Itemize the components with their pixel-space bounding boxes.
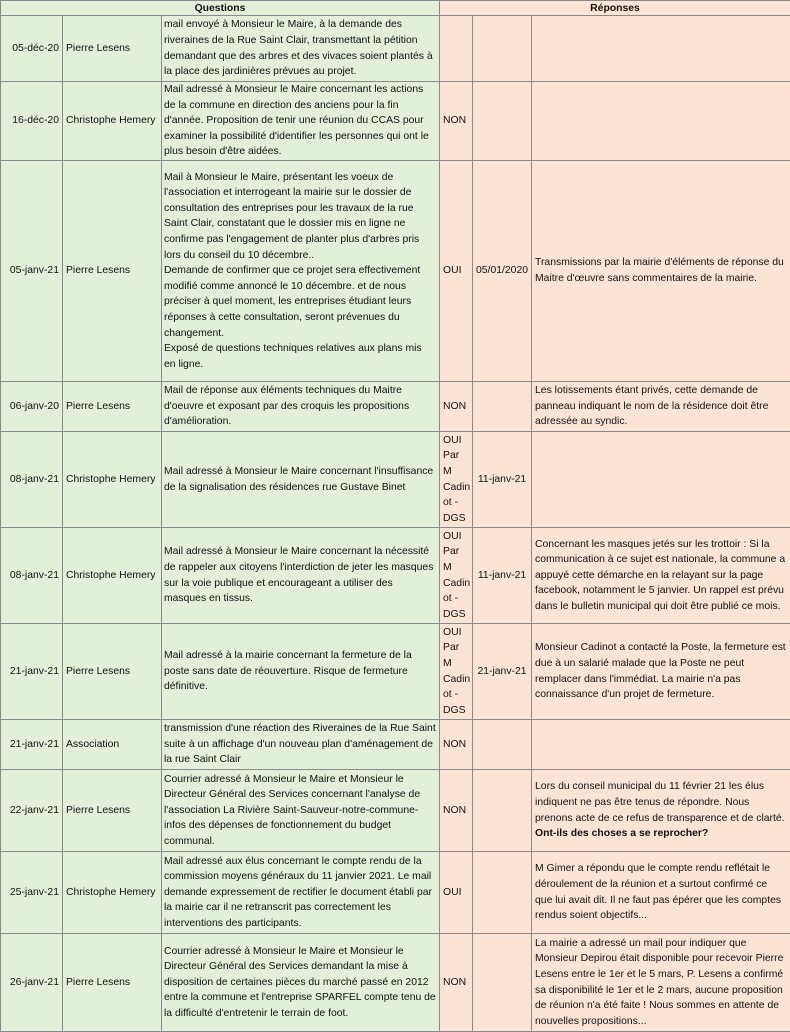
question-text: transmission d'une réaction des Riveraines de la Rue Saint suite à un affichage d'un nouveau plan d'aménagement de la rue Saint Clair [162, 720, 440, 770]
question-date: 26-janv-21 [1, 934, 63, 1032]
answer-text: Transmissions par la mairie d'éléments de réponse du Maitre d'œuvre sans commentaires de la mairie. [532, 161, 790, 382]
answer-text: M Gimer a répondu que le compte rendu reflétait le déroulement de la réunion et a surtout confirmé ce que lui avait dit. Il ne faut pas épérer que les comptes rendus soient objectifs... [532, 852, 790, 934]
reply-date [473, 770, 532, 852]
question-text: Mail adressé à Monsieur le Maire concernant la nécessité de rappeler aux citoyens l'interdiction de jeter les masques sur la voie publique et encourageant a utiliser des masques en tissus. [162, 528, 440, 624]
reply-date [473, 852, 532, 934]
reply-date: 11-janv-21 [473, 432, 532, 528]
table-header-row [1, 1, 790, 16]
table-row [1, 82, 790, 161]
question-date: 16-déc-20 [1, 82, 63, 161]
question-author: Pierre Lesens [63, 934, 162, 1032]
answer-text [532, 82, 790, 161]
table-row [1, 432, 790, 528]
question-author: Pierre Lesens [63, 770, 162, 852]
question-date: 21-janv-21 [1, 720, 63, 770]
answer-text [532, 432, 790, 528]
reply-date: 05/01/2020 [473, 161, 532, 382]
reply-status: NON [440, 934, 473, 1032]
reply-status: OUI Par M Cadin ot - DGS [440, 624, 473, 720]
reply-status: OUI [440, 852, 473, 934]
question-text: Courrier adressé à Monsieur le Maire et Monsieur le Directeur Général des Services concernant l'analyse de l'association La Rivière Saint-Sauveur-notre-commune-infos des dépenses de fonctionnement du budget communal. [162, 770, 440, 852]
reply-date [473, 720, 532, 770]
answer-text: La mairie a adressé un mail pour indiquer que Monsieur Depirou était disponible pour recevoir Pierre Lesens entre le 1er et le 5 mars, P. Lesens a confirmé sa disponibilité le 1er et le 2 mars, aucune proposition de réunion n'a été faite ! Nous sommes en attente de nouvelles propositions... [532, 934, 790, 1032]
reply-status: NON [440, 382, 473, 432]
question-author: Pierre Lesens [63, 16, 162, 82]
question-text: Courrier adressé à Monsieur le Maire et Monsieur le Directeur Général des Services demandant la mise à disposition de certaines pièces du marché passé en 2012 entre la commune et l'entreprise SPARFEL compte tenu de la difficulté d'entretenir le terrain de foot. [162, 934, 440, 1032]
reply-status [440, 16, 473, 82]
question-date: 05-janv-21 [1, 161, 63, 382]
reply-date [473, 934, 532, 1032]
table-row [1, 528, 790, 624]
reply-date [473, 382, 532, 432]
answer-text: Les lotissements étant privés, cette demande de panneau indiquant le nom de la résidence doit être adressée au syndic. [532, 382, 790, 432]
reply-status: NON [440, 720, 473, 770]
question-date: 08-janv-21 [1, 528, 63, 624]
question-author: Christophe Hemery [63, 432, 162, 528]
responses-header: Réponses [440, 1, 790, 16]
answer-text [532, 16, 790, 82]
question-date: 22-janv-21 [1, 770, 63, 852]
question-author: Pierre Lesens [63, 161, 162, 382]
question-date: 21-janv-21 [1, 624, 63, 720]
answer-text [532, 720, 790, 770]
reply-status: OUI [440, 161, 473, 382]
reply-date [473, 82, 532, 161]
reply-status: NON [440, 82, 473, 161]
reply-date [473, 16, 532, 82]
question-author: Christophe Hemery [63, 852, 162, 934]
answer-text: Concernant les masques jetés sur les trottoir : Si la communication à ce sujet est nationale, la commune a appuyé cette démarche en la relayant sur la page facebook, notamment le 5 janvier. Un rappel est prévu dans le bulletin municipal qui doit être publié ce mois. [532, 528, 790, 624]
question-date: 05-déc-20 [1, 16, 63, 82]
question-author: Christophe Hemery [63, 528, 162, 624]
question-author: Pierre Lesens [63, 382, 162, 432]
table-row [1, 161, 790, 382]
table-row [1, 382, 790, 432]
table-row [1, 770, 790, 852]
question-text: Mail adressé à Monsieur le Maire concernant les actions de la commune en direction des anciens pour la fin d'année. Proposition de tenir une réunion du CCAS pour examiner la possibilité d'identifier les personnes qui ont le plus besoin d'être aidées. [162, 82, 440, 161]
table-row [1, 852, 790, 934]
question-author: Association [63, 720, 162, 770]
question-text: mail envoyé à Monsieur le Maire, à la demande des riveraines de la Rue Saint Clair, transmettant la pétition demandant que des arbres et des vivaces soient plantés à la place des jardinières prévues au projet. [162, 16, 440, 82]
question-text: Mail adressé à la mairie concernant la fermeture de la poste sans date de réouverture. Risque de fermeture définitive. [162, 624, 440, 720]
question-date: 06-janv-20 [1, 382, 63, 432]
questions-header: Questions [1, 1, 440, 16]
answer-text: Lors du conseil municipal du 11 février 21 les élus indiquent ne pas être tenus de répondre. Nous prenons acte de ce refus de transparence et de clarté. Ont-ils des choses a se reprocher? [532, 770, 790, 852]
answer-text: Monsieur Cadinot a contacté la Poste, la fermeture est due à un salarié malade que la Poste ne peut remplacer dans l'immédiat. La mairie n'a pas connaissance d'un projet de fermeture. [532, 624, 790, 720]
question-text: Mail adressé aux élus concernant le compte rendu de la commission moyens généraux du 11 janvier 2021. Le mail demande expressement de rectifier le document établi par la mairie car il ne retranscrit pas correctement les interventions des participants. [162, 852, 440, 934]
question-author: Christophe Hemery [63, 82, 162, 161]
question-author: Pierre Lesens [63, 624, 162, 720]
table-row [1, 720, 790, 770]
table-row [1, 934, 790, 1032]
question-date: 08-janv-21 [1, 432, 63, 528]
reply-status: OUI Par M Cadin ot - DGS [440, 432, 473, 528]
question-text: Mail à Monsieur le Maire, présentant les voeux de l'association et interrogeant la mairie sur le dossier de consultation des entreprises pour les travaux de la rue Saint Clair, constatant que le dossier mis en ligne ne confirme pas l'engagement de planter plus d'arbres pris lors du conseil du 10 décembre.. Demande de confirmer que ce projet sera effectivement modifié comme annoncé le 10 décembre. et de nous préciser à quel moment, les entreprises étudiant leurs réponses à cette consultation, seront prévenues du changement. Exposé de questions techniques relatives aux plans mis en ligne. [162, 161, 440, 382]
table-row [1, 16, 790, 82]
question-date: 25-janv-21 [1, 852, 63, 934]
reply-date: 11-janv-21 [473, 528, 532, 624]
question-text: Mail de réponse aux éléments techniques du Maitre d'oeuvre et exposant par des croquis les propositions d'amélioration. [162, 382, 440, 432]
question-text: Mail adressé à Monsieur le Maire concernant l'insuffisance de la signalisation des résidences rue Gustave Binet [162, 432, 440, 528]
reply-status: NON [440, 770, 473, 852]
table-row [1, 624, 790, 720]
reply-status: OUI Par M Cadin ot - DGS [440, 528, 473, 624]
reply-date: 21-janv-21 [473, 624, 532, 720]
